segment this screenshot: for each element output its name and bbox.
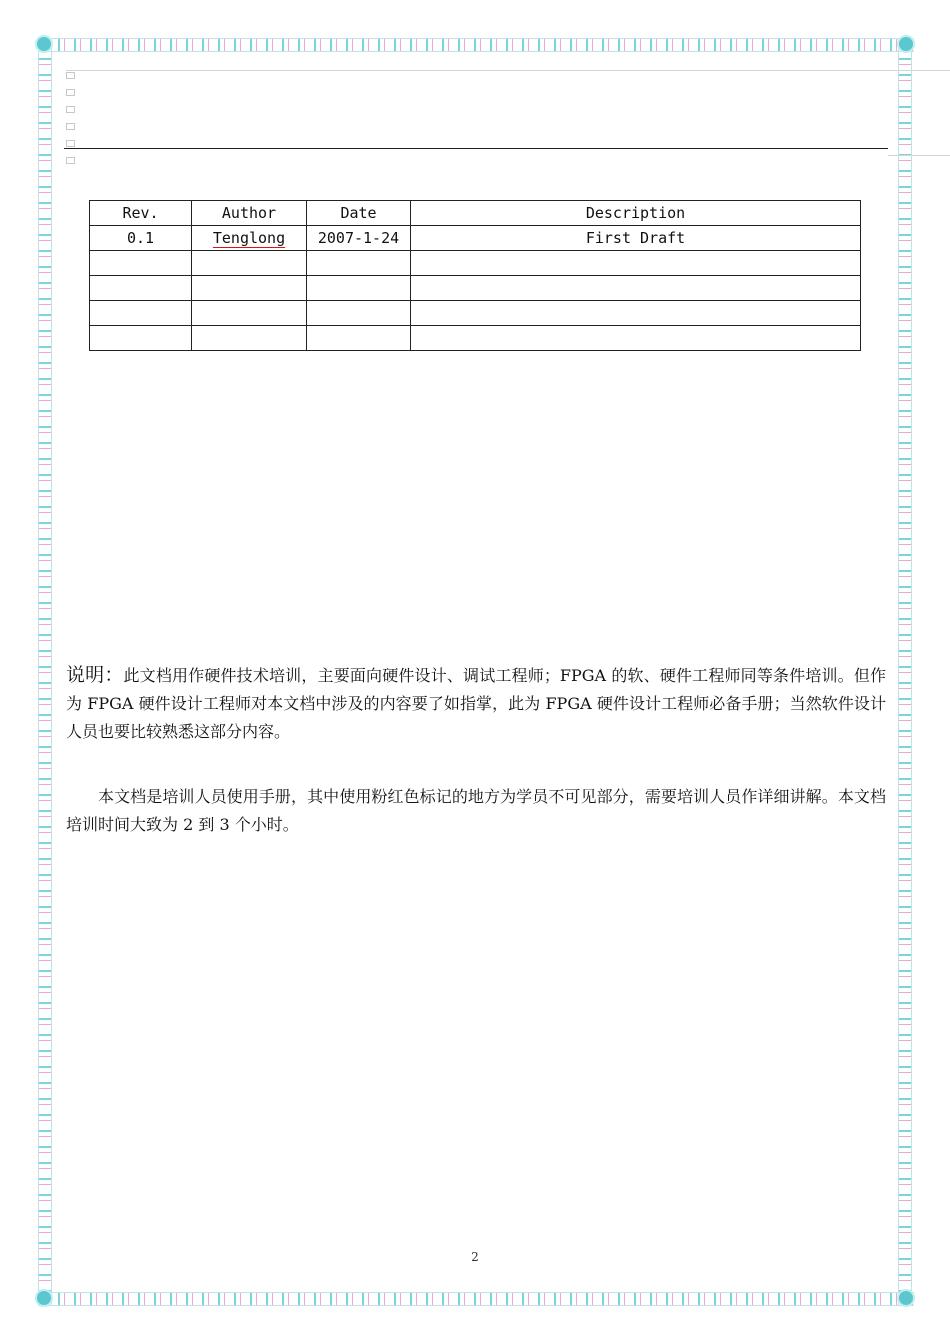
intro-text: 此文档用作硬件技术培训，主要面向硬件设计、调试工程师；FPGA 的软、硬件工程师同等条件培训。但作为 FPGA 硬件设计工程师对本文档中涉及的内容要了如指掌，此为 FPGA 硬件设计工程师必备手册；当然软件设计人员也要比较熟悉这部分内容。: [66, 666, 886, 741]
cell-date: [307, 326, 411, 351]
table-row: [90, 301, 861, 326]
header-rule: [64, 148, 888, 149]
cell-date: [307, 276, 411, 301]
cell-description: First Draft: [411, 226, 861, 251]
cell-author: [192, 226, 307, 251]
cell-description: [411, 251, 861, 276]
cell-author: [192, 276, 307, 301]
author-name: Tenglong: [212, 229, 286, 247]
cell-description: [411, 276, 861, 301]
cell-rev: [90, 251, 192, 276]
usage-paragraph: 本文档是培训人员使用手册，其中使用粉红色标记的地方为学员不可见部分，需要培训人员作详细讲解。本文档培训时间大致为 2 到 3 个小时。: [66, 787, 886, 834]
intro-lead-label: 说明：: [66, 664, 124, 686]
column-header-date: Date: [307, 201, 411, 226]
cell-rev: [90, 326, 192, 351]
cell-author: [192, 301, 307, 326]
cell-date: [307, 301, 411, 326]
cell-rev: [90, 276, 192, 301]
intro-paragraph: [66, 661, 886, 746]
column-header-description: Description: [411, 201, 861, 226]
border-corner-ornament: [899, 1291, 913, 1305]
table-row: [90, 226, 861, 251]
column-header-author: Author: [192, 201, 307, 226]
page-border-bottom: [38, 1292, 914, 1306]
column-header-rev: Rev.: [90, 201, 192, 226]
page-number: 2: [471, 1250, 479, 1264]
cell-date: [307, 251, 411, 276]
header-guide-line: [888, 155, 950, 156]
page-border-left: [38, 38, 52, 1306]
table-row: [90, 326, 861, 351]
cell-description: [411, 326, 861, 351]
page-border-right: [898, 38, 912, 1306]
table-row: [90, 251, 861, 276]
cell-date: 2007-1-24: [307, 226, 411, 251]
cell-author: [192, 251, 307, 276]
header-empty-paragraph-marks: [66, 72, 76, 174]
header-guide-line: [66, 70, 950, 71]
revision-history-table: [89, 200, 861, 351]
border-corner-ornament: [37, 37, 51, 51]
cell-rev: 0.1: [90, 226, 192, 251]
cell-rev: [90, 301, 192, 326]
border-corner-ornament: [899, 37, 913, 51]
table-row: [90, 276, 861, 301]
cell-author: [192, 326, 307, 351]
page-border-top: [38, 38, 914, 52]
border-corner-ornament: [37, 1291, 51, 1305]
cell-description: [411, 301, 861, 326]
table-header-row: [90, 201, 861, 226]
